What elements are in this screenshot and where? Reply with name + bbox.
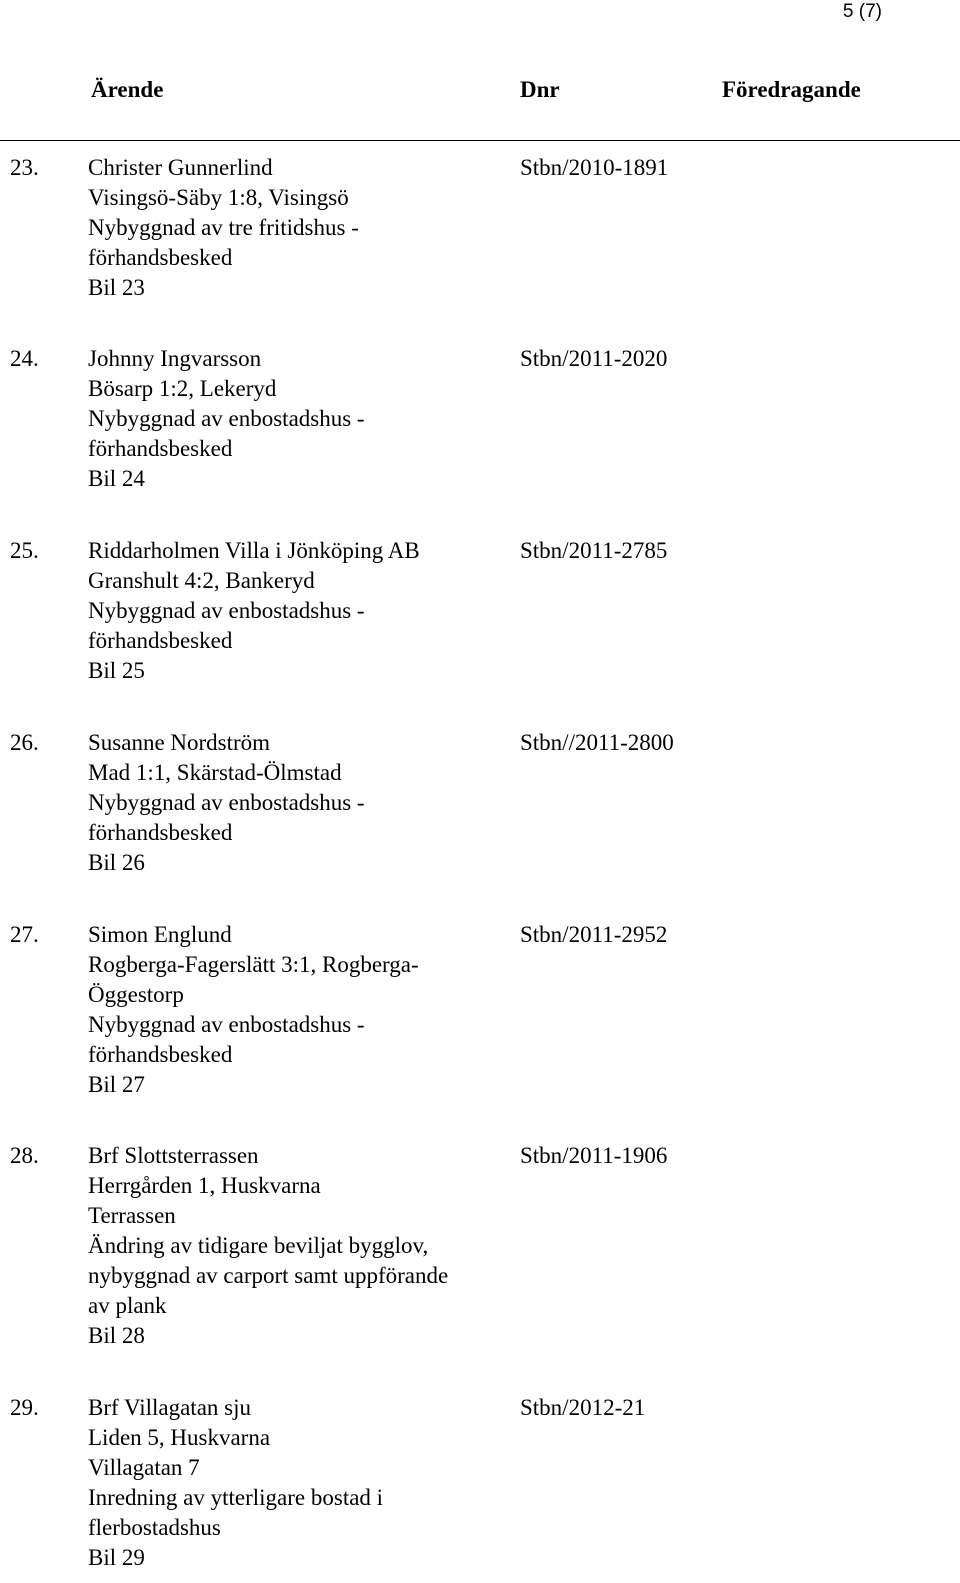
item-number: 26. [10,730,39,755]
item-description-line: förhandsbesked [88,820,233,845]
item-dnr: Stbn/2011-1906 [520,1143,668,1168]
item-description-line: Nybyggnad av tre fritidshus - [88,215,359,240]
item-number: 27. [10,922,39,947]
item-description-line: Herrgården 1, Huskvarna [88,1173,321,1198]
header-arende: Ärende [91,77,164,102]
item-description-line: Johnny Ingvarsson [88,346,262,371]
item-description-line: Bil 23 [88,275,145,300]
item-description [88,1141,508,1351]
item-description-line: Inredning av ytterligare bostad i [88,1485,384,1510]
item-description-line: Visingsö-Säby 1:8, Visingsö [88,185,349,210]
item-description-line: förhandsbesked [88,245,233,270]
item-description-line: Mad 1:1, Skärstad-Ölmstad [88,760,342,785]
item-description [88,728,508,878]
item-description-line: Bil 24 [88,466,145,491]
item-description-line: Nybyggnad av enbostadshus - [88,406,365,431]
item-description-line: Brf Slottsterrassen [88,1143,259,1168]
item-description-line: Bösarp 1:2, Lekeryd [88,376,277,401]
item-description-line: Nybyggnad av enbostadshus - [88,790,365,815]
item-number: 25. [10,538,39,563]
item-description-line: Liden 5, Huskvarna [88,1425,271,1450]
item-dnr: Stbn//2011-2800 [520,730,674,755]
item-description-line: nybyggnad av carport samt uppförande [88,1263,449,1288]
item-description-line: förhandsbesked [88,1042,233,1067]
page-number: 5 (7) [842,1,882,22]
item-description-line: Simon Englund [88,922,232,947]
item-description-line: Bil 26 [88,850,145,875]
item-description [88,920,508,1100]
item-description-line: Granshult 4:2, Bankeryd [88,568,315,593]
item-description [88,153,508,303]
item-description-line: förhandsbesked [88,628,233,653]
item-dnr: Stbn/2011-2020 [520,346,668,371]
item-dnr: Stbn/2011-2785 [520,538,668,563]
item-description-line: av plank [88,1293,167,1318]
item-description-line: Bil 25 [88,658,145,683]
table-header [0,74,960,106]
item-description [88,344,508,494]
item-description-line: Riddarholmen Villa i Jönköping AB [88,538,420,563]
item-number: 29. [10,1395,39,1420]
item-description [88,1393,508,1573]
item-description-line: Susanne Nordström [88,730,271,755]
item-description-line: Nybyggnad av enbostadshus - [88,598,365,623]
item-description-line: Rogberga-Fagerslätt 3:1, Rogberga- [88,952,419,977]
item-dnr: Stbn/2010-1891 [520,155,669,180]
item-description-line: Ändring av tidigare beviljat bygglov, [88,1233,429,1258]
item-description-line: Bil 27 [88,1072,145,1097]
item-description-line: Brf Villagatan sju [88,1395,251,1420]
item-description [88,536,508,686]
item-description-line: flerbostadshus [88,1515,221,1540]
item-description-line: Christer Gunnerlind [88,155,273,180]
header-dnr: Dnr [520,77,560,102]
item-description-line: Nybyggnad av enbostadshus - [88,1012,365,1037]
item-description-line: Öggestorp [88,982,184,1007]
item-description-line: Villagatan 7 [88,1455,200,1480]
item-description-line: Bil 28 [88,1323,145,1348]
item-number: 28. [10,1143,39,1168]
item-description-line: Bil 29 [88,1545,145,1570]
item-description-line: Terrassen [88,1203,176,1228]
item-number: 24. [10,346,39,371]
header-divider [0,140,960,141]
item-description-line: förhandsbesked [88,436,233,461]
header-foredragande: Föredragande [722,77,861,102]
item-number: 23. [10,155,39,180]
item-dnr: Stbn/2011-2952 [520,922,668,947]
item-dnr: Stbn/2012-21 [520,1395,646,1420]
